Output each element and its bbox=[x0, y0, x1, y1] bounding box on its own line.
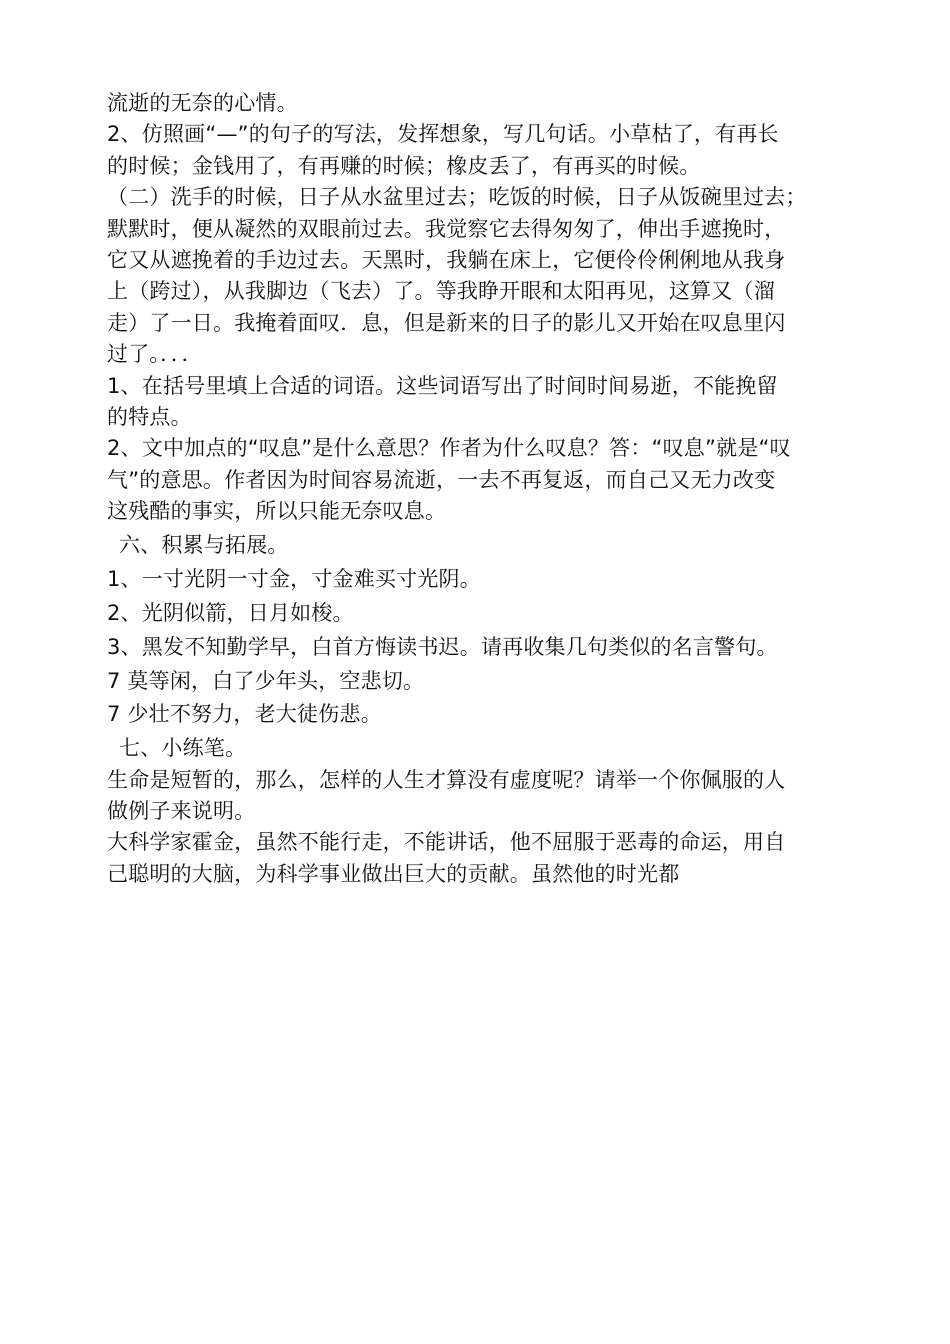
question-line: 2、仿照画“—”的句子的写法，发挥想象，写几句话。小草枯了，有再长 bbox=[107, 122, 779, 147]
answer-line: 的时候；金钱用了，有再赚的时候；橡皮丢了，有再买的时候。 bbox=[107, 153, 701, 178]
essay-line: 大科学家霍金，虽然不能行走，不能讲话，他不屈服于恶毒的命运，用自 bbox=[107, 830, 786, 855]
passage-line: 走）了一日。我掩着面叹．息，但是新来的日子的影儿又开始在叹息里闪 bbox=[107, 310, 786, 335]
question-line: 1、在括号里填上合适的词语。这些词语写出了时间时间易逝，不能挽留 bbox=[107, 373, 778, 398]
question-line: 2、文中加点的“叹息”是什么意思？作者为什么叹息？答：“叹息”就是“叹 bbox=[107, 436, 791, 461]
essay-line: 己聪明的大脑，为科学事业做出巨大的贡献。虽然他的时光都 bbox=[107, 861, 680, 886]
answer-line: 这残酷的事实，所以只能无奈叹息。 bbox=[107, 499, 447, 524]
answer-line: 气”的意思。作者因为时间容易流逝，一去不再复返，而自己又无力改变 bbox=[107, 467, 776, 492]
section-heading: 七、小练笔。 bbox=[119, 736, 247, 761]
passage-line: （二）洗手的时候，日子从水盆里过去；吃饭的时候，日子从饭碗里过去； bbox=[107, 185, 807, 210]
list-item: 7 莫等闲，白了少年头，空悲切。 bbox=[107, 668, 425, 693]
list-item: 7 少壮不努力，老大徒伤悲。 bbox=[107, 702, 382, 727]
question-line: 的特点。 bbox=[107, 404, 192, 429]
prompt-line: 生命是短暂的，那么，怎样的人生才算没有虚度呢？请举一个你佩服的人 bbox=[107, 767, 786, 792]
passage-line: 过了。．．． bbox=[107, 342, 203, 367]
document-body bbox=[107, 88, 887, 890]
list-item: 1、一寸光阴一寸金，寸金难买寸光阴。 bbox=[107, 566, 481, 591]
text-line: 流逝的无奈的心情。 bbox=[107, 91, 298, 115]
passage-line: 它又从遮挽着的手边过去。天黑时，我躺在床上，它便伶伶俐俐地从我身 bbox=[107, 247, 786, 272]
section-heading: 六、积累与拓展。 bbox=[119, 532, 289, 557]
list-item: 3、黑发不知勤学早，白首方悔读书迟。请再收集几句类似的名言警句。 bbox=[107, 634, 778, 659]
passage-line: 默默时，便从凝然的双眼前过去。我觉察它去得匆匆了，伸出手遮挽时， bbox=[107, 216, 786, 241]
prompt-line: 做例子来说明。 bbox=[107, 799, 256, 824]
list-item: 2、光阴似箭，日月如梭。 bbox=[107, 600, 354, 625]
passage-line: 上（跨过），从我脚边（飞去）了。等我睁开眼和太阳再见，这算又（溜 bbox=[107, 279, 775, 304]
